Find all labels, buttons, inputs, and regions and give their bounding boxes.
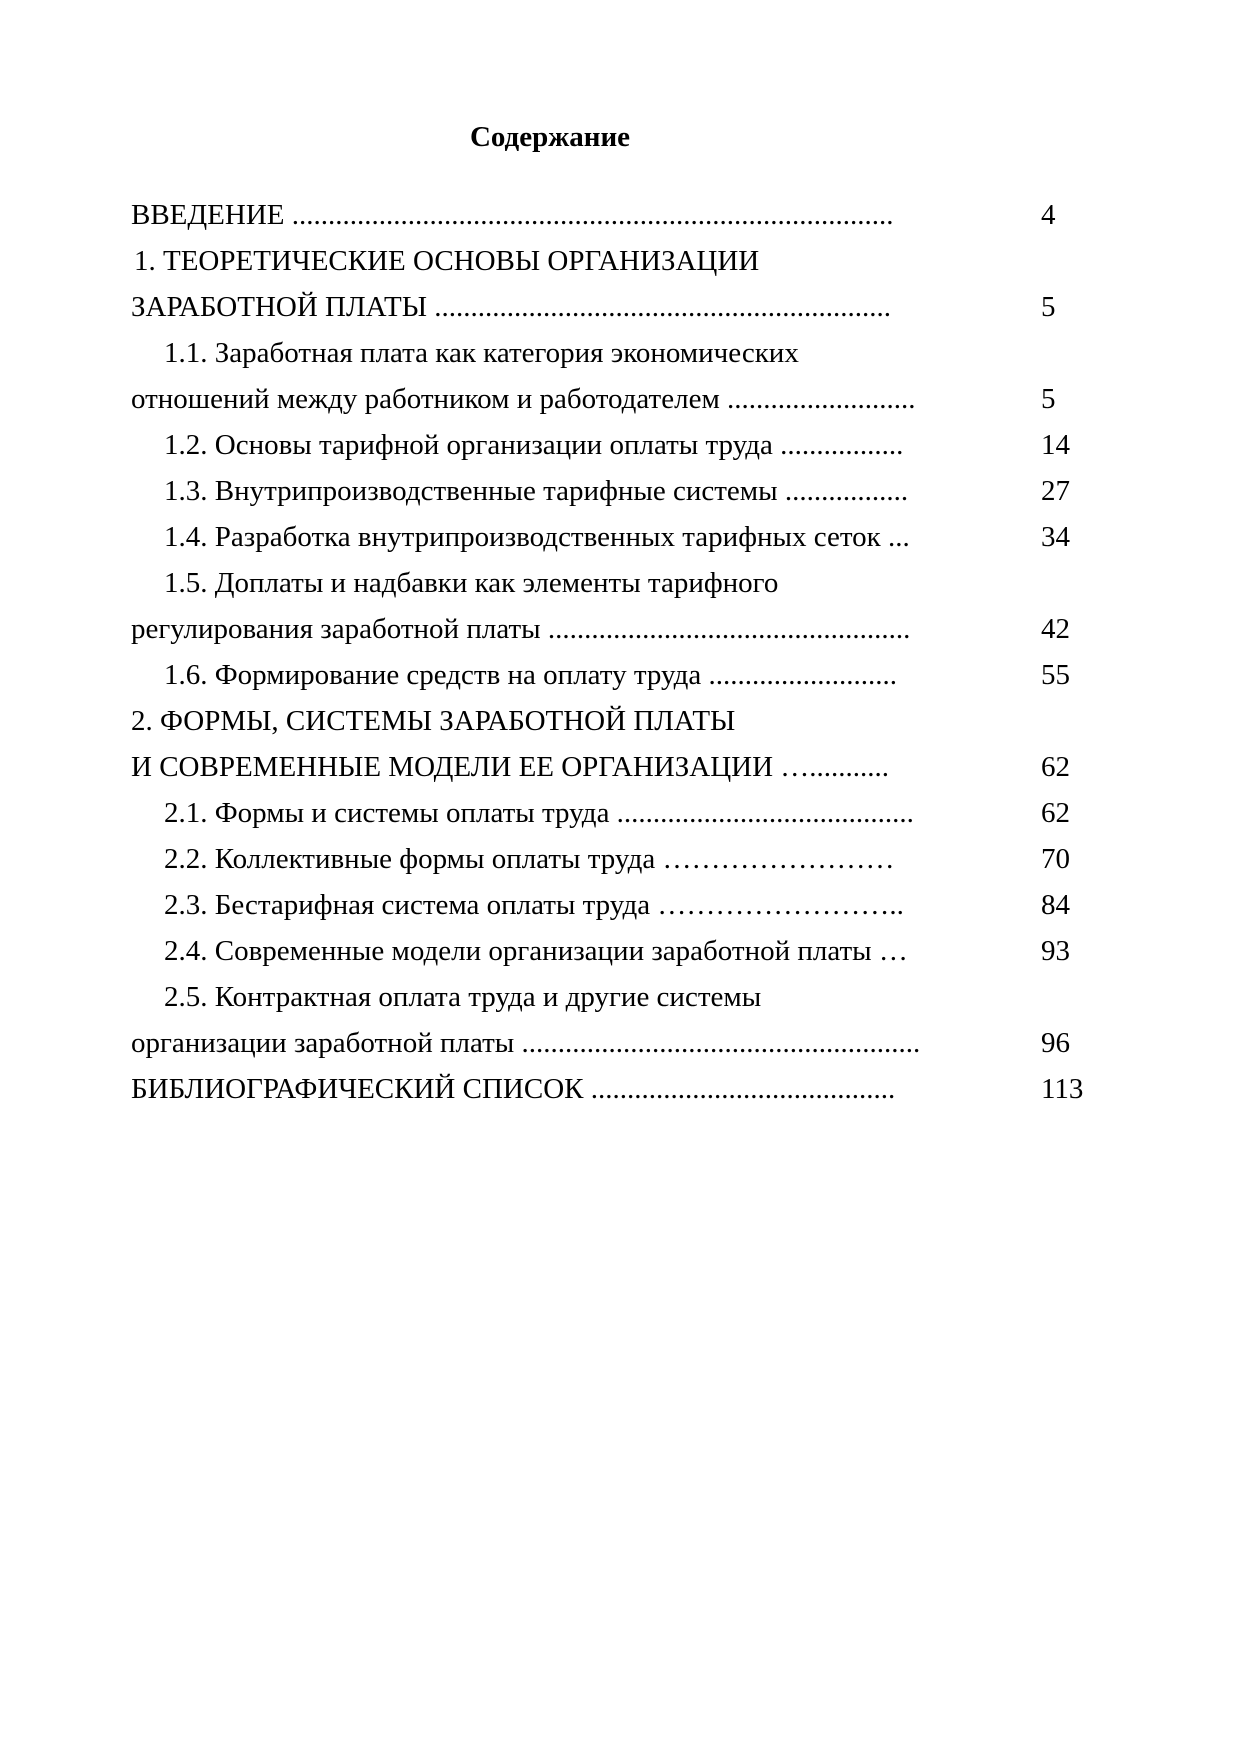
- toc-line-text: ЗАРАБОТНОЙ ПЛАТЫ ...............................................................: [131, 291, 892, 323]
- toc-page-number: 62: [1041, 797, 1070, 829]
- toc-line-chapter-2-part2[interactable]: [131, 744, 1091, 790]
- toc-line-section-1-3[interactable]: [131, 468, 1091, 514]
- toc-line-text: 2.4. Современные модели организации заработной платы …: [164, 935, 908, 967]
- toc-line-chapter-1-part2[interactable]: [131, 284, 1091, 330]
- toc-line-section-2-5-part2[interactable]: [131, 1020, 1091, 1066]
- toc-line-text: 1.3. Внутрипроизводственные тарифные системы .................: [164, 475, 909, 507]
- toc-page-number: 27: [1041, 475, 1070, 507]
- toc-line-text: 2.1. Формы и системы оплаты труда .........................................: [164, 797, 914, 829]
- toc-line-section-1-1-part1[interactable]: [131, 330, 1091, 376]
- toc-line-text: БИБЛИОГРАФИЧЕСКИЙ СПИСОК ..........................................: [131, 1073, 896, 1105]
- toc-line-text: отношений между работником и работодателем ..........................: [131, 383, 916, 415]
- toc-line-text: 2.3. Бестарифная система оплаты труда ……………………..: [164, 889, 904, 921]
- toc-line-text: 1. ТЕОРЕТИЧЕСКИЕ ОСНОВЫ ОРГАНИЗАЦИИ: [134, 245, 760, 277]
- toc-line-section-1-5-part2[interactable]: [131, 606, 1091, 652]
- toc-line-section-2-1[interactable]: [131, 790, 1091, 836]
- toc-line-text: 1.2. Основы тарифной организации оплаты труда .................: [164, 429, 904, 461]
- toc-line-text: ВВЕДЕНИЕ ...................................................................................: [131, 199, 894, 231]
- toc-line-chapter-2-part1[interactable]: [131, 698, 1091, 744]
- toc-page-number: 14: [1041, 429, 1070, 461]
- toc-page-number: 70: [1041, 843, 1070, 875]
- toc-page-number: 34: [1041, 521, 1070, 553]
- toc-page-number: 4: [1041, 199, 1056, 231]
- toc-line-section-2-5-part1[interactable]: [131, 974, 1091, 1020]
- toc-line-bibliography[interactable]: [131, 1066, 1091, 1112]
- toc-line-section-2-4[interactable]: [131, 928, 1091, 974]
- toc-line-section-1-5-part1[interactable]: [131, 560, 1091, 606]
- toc-line-text: 2. ФОРМЫ, СИСТЕМЫ ЗАРАБОТНОЙ ПЛАТЫ: [131, 705, 736, 737]
- toc-line-text: И СОВРЕМЕННЫЕ МОДЕЛИ ЕЕ ОРГАНИЗАЦИИ …...........: [131, 751, 890, 783]
- toc-line-text: 2.5. Контрактная оплата труда и другие системы: [164, 981, 762, 1013]
- toc-page-number: 5: [1041, 383, 1056, 415]
- toc-line-section-1-1-part2[interactable]: [131, 376, 1091, 422]
- toc-line-section-2-3[interactable]: [131, 882, 1091, 928]
- toc-page-number: 5: [1041, 291, 1056, 323]
- toc-line-text: 1.6. Формирование средств на оплату труда ..........................: [164, 659, 898, 691]
- toc-page-number: 93: [1041, 935, 1070, 967]
- toc-line-text: 1.5. Доплаты и надбавки как элементы тарифного: [164, 567, 779, 599]
- toc-page-number: 113: [1041, 1073, 1084, 1105]
- toc-line-section-2-2[interactable]: [131, 836, 1091, 882]
- toc-line-text: регулирования заработной платы ..................................................: [131, 613, 911, 645]
- toc-line-text: организации заработной платы .......................................................: [131, 1027, 921, 1059]
- toc-page-number: 42: [1041, 613, 1070, 645]
- toc-line-intro[interactable]: [131, 192, 1091, 238]
- toc-page-number: 62: [1041, 751, 1070, 783]
- toc-page-number: 96: [1041, 1027, 1070, 1059]
- toc-line-text: 1.4. Разработка внутрипроизводственных тарифных сеток ...: [164, 521, 910, 553]
- toc-line-text: 1.1. Заработная плата как категория экономических: [164, 337, 799, 369]
- toc-page-number: 84: [1041, 889, 1070, 921]
- toc-line-section-1-6[interactable]: [131, 652, 1091, 698]
- toc-line-section-1-4[interactable]: [131, 514, 1091, 560]
- toc-line-chapter-1-part1[interactable]: [131, 238, 1091, 284]
- toc-title: Содержание: [469, 121, 631, 153]
- toc-line-section-1-2[interactable]: [131, 422, 1091, 468]
- toc-line-text: 2.2. Коллективные формы оплаты труда ……………………: [164, 843, 895, 875]
- table-of-contents: [131, 192, 1091, 1112]
- toc-page-number: 55: [1041, 659, 1070, 691]
